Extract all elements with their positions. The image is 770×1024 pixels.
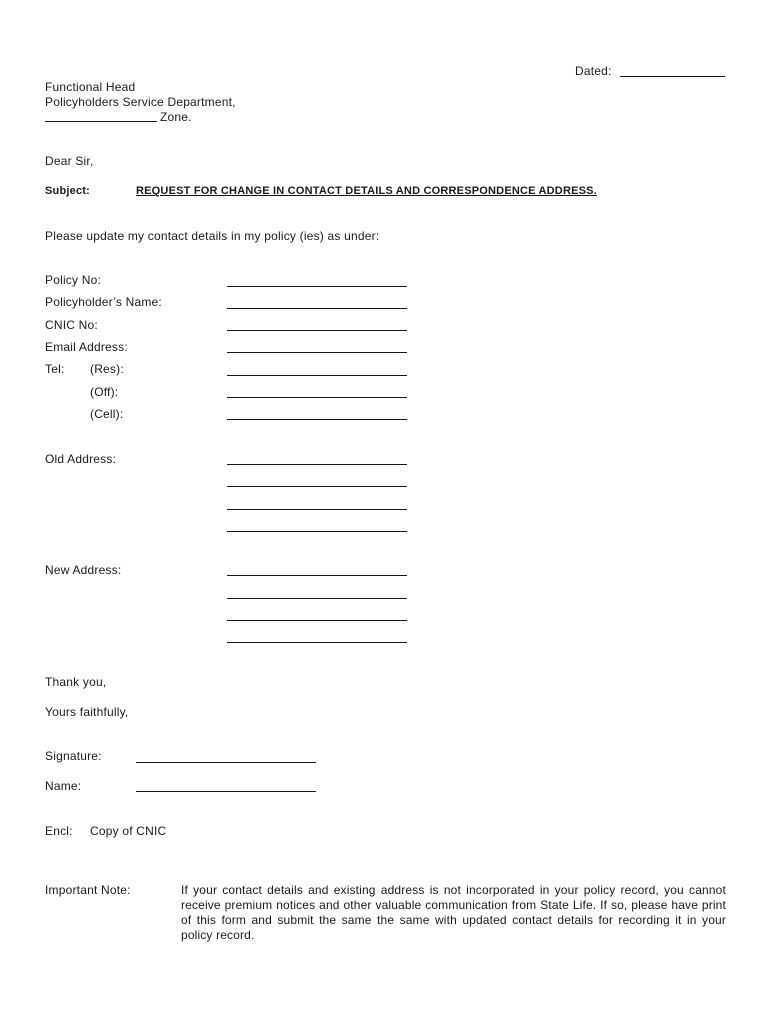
new-address-line-3[interactable] (227, 620, 407, 621)
old-address-line-3[interactable] (227, 509, 407, 510)
policyholder-name-label: Policyholder’s Name: (45, 295, 162, 309)
dated-blank[interactable] (620, 76, 725, 77)
signature-field[interactable] (136, 762, 316, 763)
tel-res-label: (Res): (90, 362, 124, 376)
name-field[interactable] (136, 791, 316, 792)
tel-label: Tel: (45, 362, 65, 376)
intro-text: Please update my contact details in my policy (ies) as under: (45, 229, 380, 243)
new-address-line-1[interactable] (227, 575, 407, 576)
email-field[interactable] (227, 352, 407, 353)
new-address-label: New Address: (45, 563, 122, 577)
old-address-label: Old Address: (45, 452, 117, 466)
cnic-no-field[interactable] (227, 330, 407, 331)
old-address-line-4[interactable] (227, 531, 407, 532)
zone-label: Zone. (160, 110, 192, 124)
old-address-line-1[interactable] (227, 464, 407, 465)
name-label: Name: (45, 779, 82, 793)
thanks-text: Thank you, (45, 675, 107, 689)
policyholder-name-field[interactable] (227, 308, 407, 309)
new-address-line-2[interactable] (227, 598, 407, 599)
tel-res-field[interactable] (227, 375, 407, 376)
subject-text: REQUEST FOR CHANGE IN CONTACT DETAILS AND CORRESPONDENCE ADDRESS. (136, 185, 597, 197)
old-address-line-2[interactable] (227, 486, 407, 487)
cnic-no-label: CNIC No: (45, 318, 98, 332)
new-address-line-4[interactable] (227, 642, 407, 643)
tel-off-field[interactable] (227, 397, 407, 398)
signature-label: Signature: (45, 749, 102, 763)
salutation: Dear Sir, (45, 154, 94, 168)
tel-cell-label: (Cell): (90, 407, 124, 421)
policy-no-field[interactable] (227, 286, 407, 287)
important-note-label: Important Note: (45, 883, 131, 897)
dated-label: Dated: (575, 64, 612, 78)
subject-label: Subject: (45, 185, 90, 197)
enclosure-label: Encl: (45, 824, 73, 838)
tel-off-label: (Off): (90, 385, 119, 399)
important-note-text: If your contact details and existing address is not incorporated in your policy record, you cannot receive premium notices and other valuable communication from State Life. If so, please have print of this form and submit the same the same with updated contact details for recording it in your policy record. (181, 883, 726, 942)
policy-no-label: Policy No: (45, 273, 102, 287)
recipient-title: Functional Head (45, 80, 136, 94)
recipient-department: Policyholders Service Department, (45, 95, 236, 109)
email-label: Email Address: (45, 340, 128, 354)
tel-cell-field[interactable] (227, 419, 407, 420)
zone-blank[interactable] (45, 121, 157, 122)
enclosure-text: Copy of CNIC (90, 824, 167, 838)
yours-faithfully-text: Yours faithfully, (45, 705, 129, 719)
